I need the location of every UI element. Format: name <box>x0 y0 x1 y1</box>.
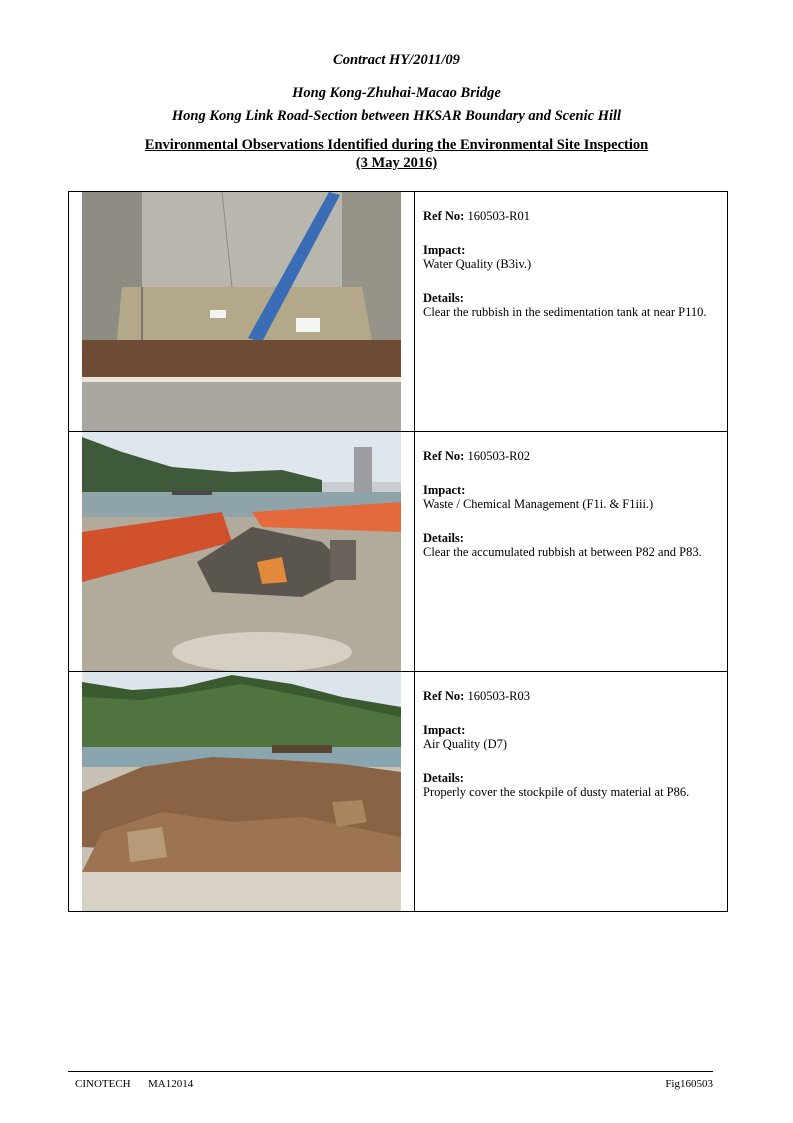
observation-row <box>69 672 728 912</box>
footer-figure-number: Fig160503 <box>665 1078 713 1090</box>
impact-block: Impact: Waste / Chemical Management (F1i. & F1iii.) <box>423 483 654 511</box>
details-block: Details: Clear the accumulated rubbish at between P82 and P83. <box>423 531 702 559</box>
impact-text: Waste / Chemical Management (F1i. & F1iii.) <box>423 497 654 511</box>
details-text: Clear the rubbish in the sedimentation tank at near P110. <box>423 305 707 319</box>
observations-table <box>68 191 728 912</box>
details-block: Details: Properly cover the stockpile of dusty material at P86. <box>423 771 690 799</box>
footer-doc-number: MA12014 <box>148 1078 194 1090</box>
document-date: (3 May 2016) <box>355 155 438 171</box>
photo-cell <box>69 432 415 672</box>
impact-block: Impact: Air Quality (D7) <box>423 723 508 751</box>
details-text: Clear the accumulated rubbish at between P82 and P83. <box>423 545 702 559</box>
ref-line: Ref No: 160503-R01 <box>423 209 530 223</box>
ref-number: 160503-R01 <box>467 209 530 223</box>
observation-details <box>415 672 728 912</box>
details-text: Properly cover the stockpile of dusty material at P86. <box>423 785 690 799</box>
observation-details <box>415 192 728 432</box>
footer-divider <box>68 1071 713 1072</box>
impact-text: Air Quality (D7) <box>423 737 508 751</box>
ref-line: Ref No: 160503-R03 <box>423 689 530 703</box>
document-title: Environmental Observations Identified during the Environmental Site Inspection <box>144 137 649 153</box>
ref-line: Ref No: 160503-R02 <box>423 449 530 463</box>
photo-sedimentation-tank <box>82 192 401 431</box>
observation-row <box>69 192 728 432</box>
observation-details <box>415 432 728 672</box>
photo-accumulated-rubbish <box>82 432 401 671</box>
project-title-line2: Hong Kong Link Road-Section between HKSAR Boundary and Scenic Hill <box>171 108 622 124</box>
contract-title: Contract HY/2011/09 <box>333 52 460 68</box>
photo-dusty-stockpile <box>82 672 401 911</box>
impact-text: Water Quality (B3iv.) <box>423 257 532 271</box>
photo-cell <box>69 672 415 912</box>
details-block: Details: Clear the rubbish in the sedimentation tank at near P110. <box>423 291 707 319</box>
ref-number: 160503-R03 <box>467 689 530 703</box>
project-title-line1: Hong Kong-Zhuhai-Macao Bridge <box>292 85 501 101</box>
ref-number: 160503-R02 <box>467 449 530 463</box>
impact-block: Impact: Water Quality (B3iv.) <box>423 243 532 271</box>
observation-row <box>69 432 728 672</box>
footer-company: CINOTECH <box>75 1078 131 1090</box>
photo-cell <box>69 192 415 432</box>
